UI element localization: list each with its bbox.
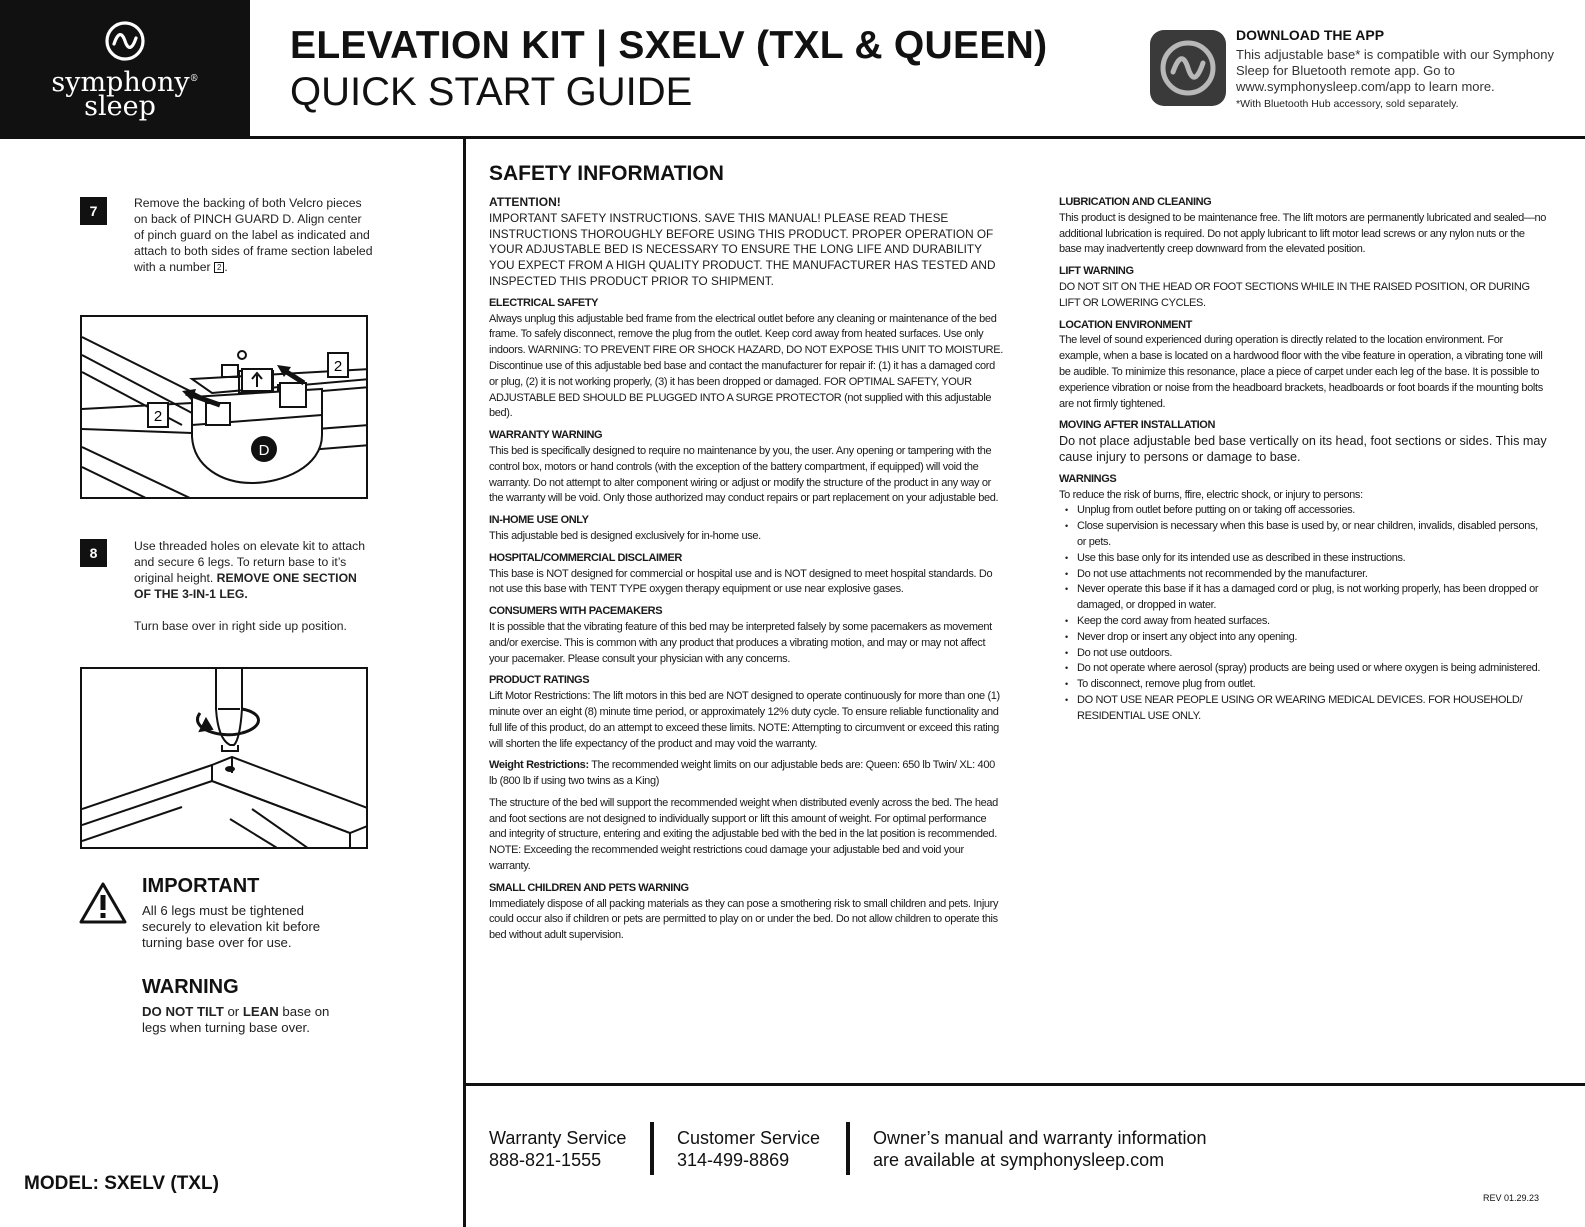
list-item: • Never operate this base if it has a damaged cord or plug, is not working properly, has been dropped or damaged, or dropped in water. — [1077, 582, 1547, 614]
model-number: MODEL: SXELV (TXL) — [24, 1173, 219, 1194]
owner-manual-info — [873, 1127, 1207, 1171]
important-text: All 6 legs must be tightened securely to elevation kit before turning base over for use. — [142, 903, 321, 950]
owner-manual-line2: are available at symphonysleep.com — [873, 1150, 1165, 1170]
footer-separator — [846, 1122, 850, 1175]
illustration-label-a: 2 — [153, 408, 163, 425]
lubrication-heading: LUBRICATION AND CLEANING — [1059, 196, 1212, 208]
weight-restrictions: Weight Restrictions: The recommended weight limits on our adjustable beds are: Queen: 650 lb Twin/ XL: 400 lb (800 lb if using two twins as a King) — [489, 759, 995, 788]
list-item: • Do not use outdoors. — [1077, 646, 1547, 662]
location-body: The level of sound experienced during operation is directly related to the location environment. For example, when a base is located on a hardwood floor with the vibe feature in operation, a vibrating tone will be audible. To minimize this resonance, place a piece of carpet under each leg of the base. It is possible to experience vibration or noise from the headboard brackets, headboards or foot boards if the mounting bolts are not firmly tightened. — [1059, 334, 1543, 410]
list-item: • Use this base only for its intended use as described in these instructions. — [1077, 551, 1547, 567]
step-8-text: Use threaded holes on elevate kit to attach and secure 6 legs. To return base to it’s original height. REMOVE ONE SECTION OF THE 3-IN-1 LEG. Turn base over in right side up position. — [134, 538, 374, 634]
hospital-heading: HOSPITAL/COMMERCIAL DISCLAIMER — [489, 551, 682, 564]
owner-manual-line1: Owner’s manual and warranty information — [873, 1128, 1207, 1148]
warning-triangle-icon — [78, 881, 128, 925]
lift-heading: LIFT WARNING — [1059, 265, 1134, 278]
children-body: Immediately dispose of all packing materials as they can pose a smothering risk to small children and pets. Injury could occur also if children or pets are permitted to play on or under the bed. Do not allow children to operate this bed without adult supervision. — [489, 897, 999, 942]
list-item: • Close supervision is necessary when this base is used by, or near children, invalids, disabled persons, or pets. — [1077, 519, 1547, 551]
safety-title: SAFETY INFORMATION — [489, 162, 724, 185]
warranty-service-label: Warranty Service — [489, 1128, 627, 1148]
inhome-body: This adjustable bed is designed exclusively for in-home use. — [489, 529, 761, 542]
warranty-heading: WARRANTY WARNING — [489, 429, 603, 442]
warnings-intro: To reduce the risk of burns, ffire, electric shock, or injury to persons: — [1059, 488, 1363, 501]
page-header — [0, 0, 1585, 139]
attention-heading: ATTENTION! — [489, 195, 561, 209]
inhome-heading: IN-HOME USE ONLY — [489, 514, 589, 527]
attention-body: IMPORTANT SAFETY INSTRUCTIONS. SAVE THIS MANUAL! PLEASE READ THESE INSTRUCTIONS THOROUGHLY BEFORE USING THIS PRODUCT. PROPER OPERATION OF YOUR ADJUSTABLE BED IS NECESSARY TO ENSURE THE LONG LIFE AND DURABILITY YOU EXPECT FROM A HIGH QUALITY PRODUCT. THE MANUFACTURER HAS TESTED AND INSPECTED THIS PRODUCT PRIOR TO SHIPMENT. — [489, 210, 996, 288]
lubrication-body: This product is designed to be maintenance free. The lift motors are permanently lubricated and sealed—no additional lubrication is required. Do not apply lubricant to lift motor lead screws or any nylon nuts or the base may inadvertently creep downward from the elevated position. — [1059, 211, 1547, 256]
warranty-service — [489, 1127, 626, 1171]
app-heading: DOWNLOAD THE APP — [1236, 27, 1385, 43]
column-divider — [463, 139, 466, 1227]
children-heading: SMALL CHILDREN AND PETS WARNING — [489, 881, 689, 894]
warnings-list — [1077, 503, 1547, 724]
list-item: • Do not operate where aerosol (spray) products are being used or where oxygen is being administered. — [1077, 661, 1547, 677]
ratings-body: Lift Motor Restrictions: The lift motors in this bed are NOT designed to operate continuously for more than one (1) minute over an eight (8) minute time period, or approximately 12% duty cycle. To ensure reliable functionality and full life of this product, do an attempt to exceed these limits. NOTE: Attempting to circumvent or exceed this rating will shorten the life expectancy of the product and may void the warranty. — [489, 690, 1000, 750]
safety-column-1 — [489, 195, 1004, 944]
safety-column-2 — [1059, 195, 1547, 725]
step-8-bold-text: REMOVE ONE SECTION OF THE 3-IN-1 LEG. — [134, 571, 357, 601]
electrical-heading: ELECTRICAL SAFETY — [489, 296, 599, 309]
moving-body: Do not place adjustable bed base vertically on its head, foot sections or sides. This may cause injury to persons or damage to base. — [1059, 434, 1547, 464]
step-8-text-2: Turn base over in right side up position. — [134, 619, 347, 633]
location-heading: LOCATION ENVIRONMENT — [1059, 318, 1192, 331]
list-item: • Unplug from outlet before putting on or taking off accessories. — [1077, 503, 1547, 519]
step-7-box-label: 2 — [214, 262, 224, 273]
list-item: • To disconnect, remove plug from outlet. — [1077, 677, 1547, 693]
brand-logo — [0, 0, 250, 139]
app-logo-icon — [1150, 30, 1226, 106]
warranty-service-phone: 888-821-1555 — [489, 1150, 602, 1170]
step-7-number: 7 — [80, 197, 107, 225]
warranty-body: This bed is specifically designed to require no maintenance by you, the user. Any opening or tampering with the control box, motors or hand controls (with the exception of the battery compartment, if equipped) will void the warranty. Do not attempt to alter component wiring or adjust or modify the structure of the product in any way or the warranty will be void. Only those authorized may conduct repairs or part replacement on your adjustable bed. — [489, 444, 999, 505]
list-item: • Keep the cord away from heated surfaces. — [1077, 614, 1547, 630]
illustration-label-b: 2 — [333, 358, 343, 375]
app-description: This adjustable base* is compatible with our Symphony Sleep for Bluetooth remote app. Go to www.symphonysleep.com/app to learn more. — [1236, 47, 1554, 94]
brand-reg-mark: ® — [189, 74, 199, 84]
list-item: • Do not use attachments not recommended by the manufacturer. — [1077, 567, 1547, 583]
revision-label: REV 01.29.23 — [1483, 1193, 1540, 1203]
leg-install-illustration — [80, 667, 368, 849]
list-item: • DO NOT USE NEAR PEOPLE USING OR WEARING MEDICAL DEVICES. FOR HOUSEHOLD/ RESIDENTIAL USE ONLY. — [1077, 693, 1547, 725]
step-7-text: Remove the backing of both Velcro pieces on back of PINCH GUARD D. Align center of pinch guard on the label as indicated and attach to both sides of frame section labeled with a number 2 . — [134, 196, 373, 274]
warning-title: WARNING — [142, 976, 239, 998]
step-8-number: 8 — [80, 539, 107, 567]
customer-service-label: Customer Service — [677, 1128, 821, 1148]
brand-name-line1: symphony — [51, 67, 190, 98]
ratings-heading: PRODUCT RATINGS — [489, 674, 590, 687]
warning-text: DO NOT TILT or LEAN base on legs when turning base over. — [142, 1004, 330, 1035]
warnings-heading: WARNINGS — [1059, 472, 1117, 485]
page-title: ELEVATION KIT | SXELV (TXL & QUEEN) — [290, 24, 1048, 67]
brand-name-line2: sleep — [84, 91, 156, 122]
list-item: • Never drop or insert any object into any opening. — [1077, 630, 1547, 646]
pacemaker-heading: CONSUMERS WITH PACEMAKERS — [489, 605, 663, 618]
pinch-guard-label-d: D — [258, 442, 270, 459]
customer-service — [677, 1127, 820, 1171]
hospital-body: This base is NOT designed for commercial or hospital use and is NOT designed to meet hospital standards. Do not use this base with TENT TYPE oxygen therapy equipment or use near explosive gases. — [489, 567, 993, 596]
footer-divider — [466, 1083, 1585, 1086]
page-subtitle: QUICK START GUIDE — [290, 70, 693, 114]
pinch-guard-illustration — [80, 315, 368, 499]
moving-heading: MOVING AFTER INSTALLATION — [1059, 419, 1216, 432]
customer-service-phone: 314-499-8869 — [677, 1150, 790, 1170]
important-title: IMPORTANT — [142, 875, 260, 897]
symphony-logo-icon — [104, 20, 146, 62]
pacemaker-body: It is possible that the vibrating feature of this bed may be interpreted falsely by some pacemakers as movement and/or exercise. This is common with any product that produces a vibrating motion, and may or may not affect your pacemaker. Please consult your physician with any concerns. — [489, 620, 992, 665]
footer-separator — [650, 1122, 654, 1175]
lift-body: DO NOT SIT ON THE HEAD OR FOOT SECTIONS WHILE IN THE RAISED POSITION, OR DURING LIFT OR LOWERING CYCLES. — [1059, 280, 1530, 309]
app-footnote: *With Bluetooth Hub accessory, sold separately. — [1236, 98, 1459, 110]
structure-body: The structure of the bed will support the recommended weight when distributed evenly across the bed. The head and foot sections are not designed to individually support or lift this amount of weight. For optimal performance and integrity of structure, entering and exiting the adjustable bed with the bed in the lat position is recommended. NOTE: Exceeding the recommended weight restrictions coud damage your adjustable bed and void your warranty. — [489, 796, 998, 873]
electrical-body: Always unplug this adjustable bed frame from the electrical outlet before any cleaning or maintenance of the bed frame. To safely disconnect, remove the plug from the outlet. Keep cord away from heated surfaces. Use only indoors. WARNING: TO PREVENT FIRE OR SHOCK HAZARD, DO NOT EXPOSE THIS UNIT TO MOISTURE. Discontinue use of this adjustable bed base and contact the manufacturer for repair if: (1) it has a damaged cord or plug, (2) it is not working properly, (3) it has been dropped or damaged. FOR OPTIMAL SAFETY, YOUR ADJUSTABLE BED SHOULD BE PLUGGED INTO A SURGE PROTECTOR (not supplied with this adjustable bed). — [489, 312, 1003, 420]
